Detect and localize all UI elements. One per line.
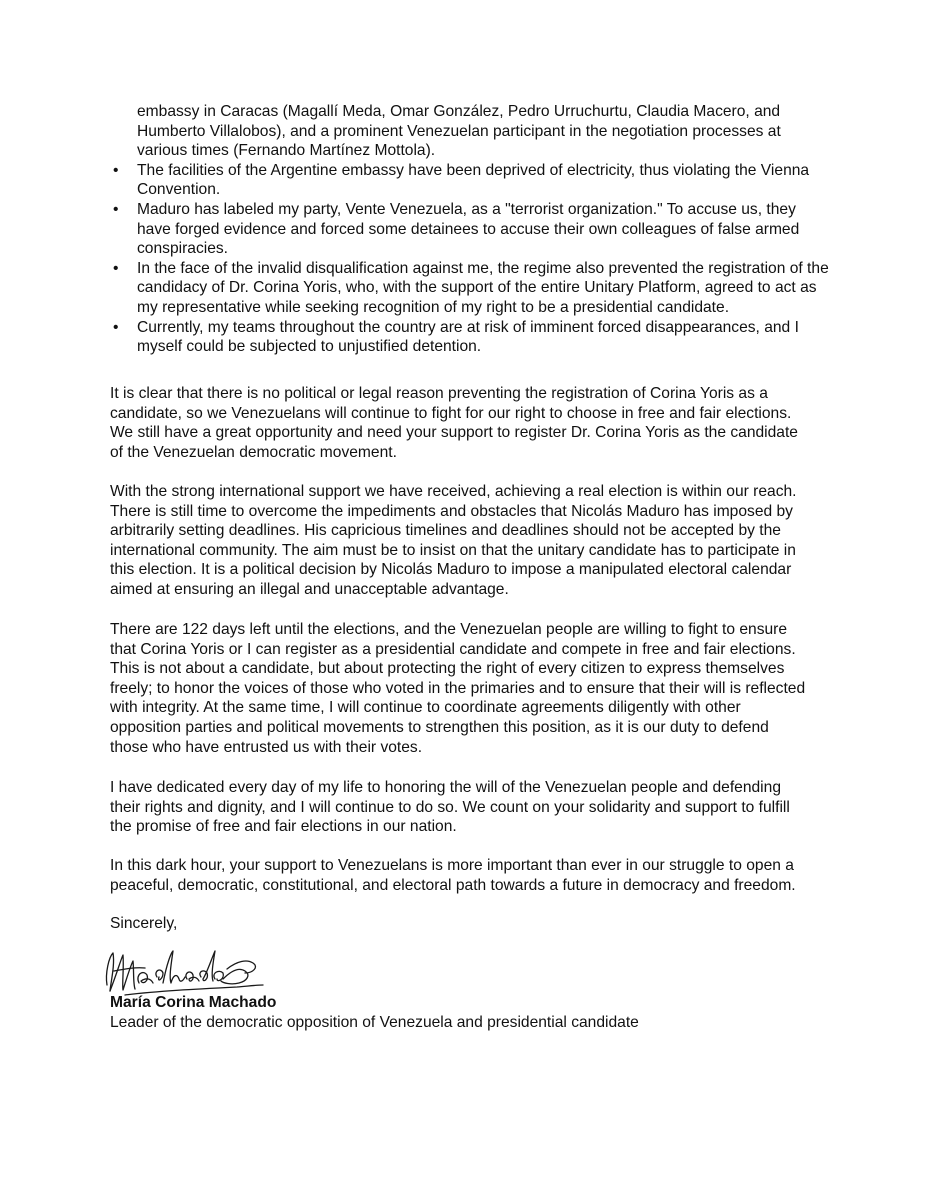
bullet-text: Maduro has labeled my party, Vente Venezuela, as a "terrorist organization." To accuse us, they have forged evidence and forced some detainees to accuse their own colleagues of false armed conspiracies. [137, 200, 800, 258]
bullet-item [110, 318, 830, 357]
bullet-text: In the face of the invalid disqualification against me, the regime also prevented the registration of the candidacy of Dr. Corina Yoris, who, with the support of the entire Unitary Platform, agreed to act as my representative while seeking recognition of my right to be a presidential candidate. [137, 259, 829, 316]
bullet-text: The facilities of the Argentine embassy have been deprived of electricity, thus violating the Vienna Convention. [137, 161, 810, 199]
signer-name: María Corina Machado [110, 994, 277, 1011]
body-paragraph: I have dedicated every day of my life to honoring the will of the Venezuelan people and defending their rights and dignity, and I will continue to do so. We count on your solidarity and support to fulfill the promise of free and fair elections in our nation. [110, 779, 790, 836]
bullet-icon: • [113, 200, 119, 218]
bullet-item [110, 200, 830, 259]
body-paragraph: There are 122 days left until the elections, and the Venezuelan people are willing to fight to ensure that Corina Yoris or I can register as a presidential candidate and compete in free and fair elections. This is not about a candidate, but about protecting the right of every citizen to express themselves freely; to honor the voices of those who voted in the primaries and to ensure that their will is reflected with integrity. At the same time, I will continue to coordinate agreements diligently with other opposition parties and political movements to strengthen this position, as it is our duty to defend those who have entrusted us with their votes. [110, 621, 806, 756]
bullet-icon: • [113, 259, 119, 277]
bullet-continuation-text: embassy in Caracas (Magallí Meda, Omar González, Pedro Urruchurtu, Claudia Macero, and Humberto Villalobos), and a prominent Venezuelan participant in the negotiation processes at various times (Fernando Martínez Mottola). [137, 103, 781, 160]
bullet-text: Currently, my teams throughout the country are at risk of imminent forced disappearances, and I myself could be subjected to unjustified detention. [137, 318, 799, 356]
bullet-icon: • [113, 318, 119, 336]
bullet-item [110, 259, 830, 318]
body-paragraph: With the strong international support we have received, achieving a real election is within our reach. There is still time to overcome the impediments and obstacles that Nicolás Maduro has imposed by arbitrarily setting deadlines. His capricious timelines and deadlines should not be accepted by the international community. The aim must be to insist on that the unitary candidate has to participate in this election. It is a political decision by Nicolás Maduro to impose a manipulated electoral calendar aimed at ensuring an illegal and unacceptable advantage. [110, 483, 797, 598]
bullet-icon: • [113, 161, 119, 179]
signer-title: Leader of the democratic opposition of Venezuela and presidential candidate [110, 1014, 639, 1031]
bullet-list [110, 102, 830, 357]
closing-salutation: Sincerely, [110, 915, 178, 932]
body-paragraph: In this dark hour, your support to Venezuelans is more important than ever in our struggle to open a peaceful, democratic, constitutional, and electoral path towards a future in democracy and freedom. [110, 857, 796, 894]
bullet-item [110, 161, 830, 200]
body-paragraph: It is clear that there is no political or legal reason preventing the registration of Corina Yoris as a candidate, so we Venezuelans will continue to fight for our right to choose in free and fair elections. We still have a great opportunity and need your support to register Dr. Corina Yoris as the candidate of the Venezuelan democratic movement. [110, 385, 798, 461]
